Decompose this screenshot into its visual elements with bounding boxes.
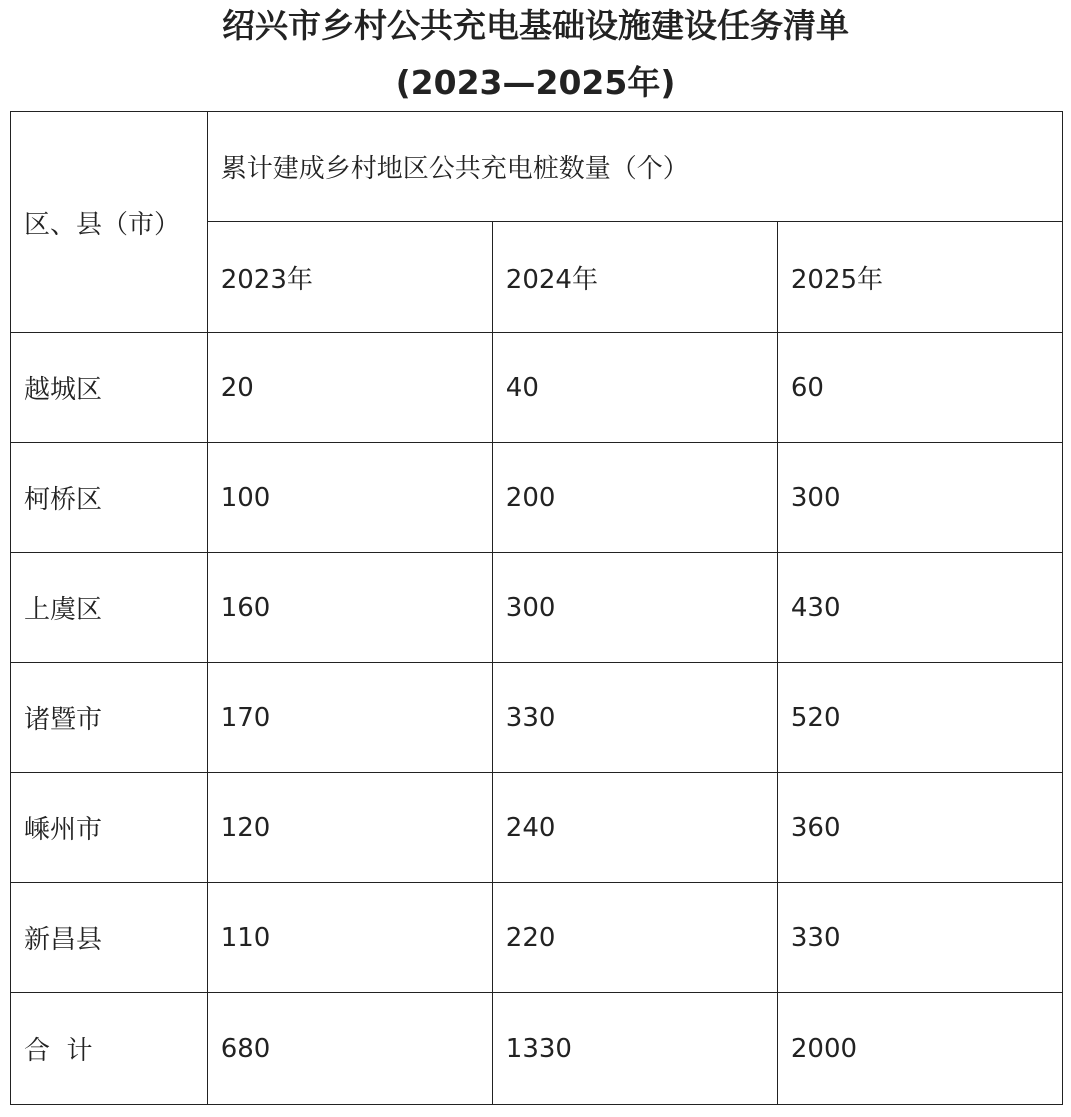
region-cell: 新昌县 [11,883,208,993]
total-row [11,993,1063,1105]
value-cell-2025: 430 [777,553,1062,663]
value-cell-2024: 240 [492,773,777,883]
value-cell-2023: 100 [207,443,492,553]
group-header-cell: 累计建成乡村地区公共充电桩数量（个） [207,112,1062,222]
total-cell-2025: 2000 [777,993,1062,1105]
value-cell-2025: 360 [777,773,1062,883]
value-cell-2024: 40 [492,333,777,443]
table-row [11,663,1063,773]
value-cell-2023: 170 [207,663,492,773]
table-header-row [11,112,1063,222]
value-cell-2024: 300 [492,553,777,663]
table-row [11,333,1063,443]
year-header-2023: 2023年 [207,222,492,333]
region-cell: 嵊州市 [11,773,208,883]
value-cell-2023: 110 [207,883,492,993]
total-label-cell: 合 计 [11,993,208,1105]
value-cell-2025: 330 [777,883,1062,993]
year-header-2025: 2025年 [777,222,1062,333]
value-cell-2025: 300 [777,443,1062,553]
region-header-cell: 区、县（市） [11,112,208,333]
table-row [11,883,1063,993]
value-cell-2025: 60 [777,333,1062,443]
table-row [11,443,1063,553]
task-table [10,111,1063,1105]
value-cell-2023: 160 [207,553,492,663]
value-cell-2023: 20 [207,333,492,443]
region-cell: 诸暨市 [11,663,208,773]
total-cell-2023: 680 [207,993,492,1105]
value-cell-2025: 520 [777,663,1062,773]
title-main: 绍兴市乡村公共充电基础设施建设任务清单 [222,6,849,45]
value-cell-2024: 220 [492,883,777,993]
region-cell: 越城区 [11,333,208,443]
value-cell-2024: 200 [492,443,777,553]
title-period: (2023—2025年) [395,63,676,102]
region-cell: 上虞区 [11,553,208,663]
region-cell: 柯桥区 [11,443,208,553]
table-row [11,773,1063,883]
year-header-2024: 2024年 [492,222,777,333]
total-cell-2024: 1330 [492,993,777,1105]
table-row [11,553,1063,663]
value-cell-2024: 330 [492,663,777,773]
value-cell-2023: 120 [207,773,492,883]
